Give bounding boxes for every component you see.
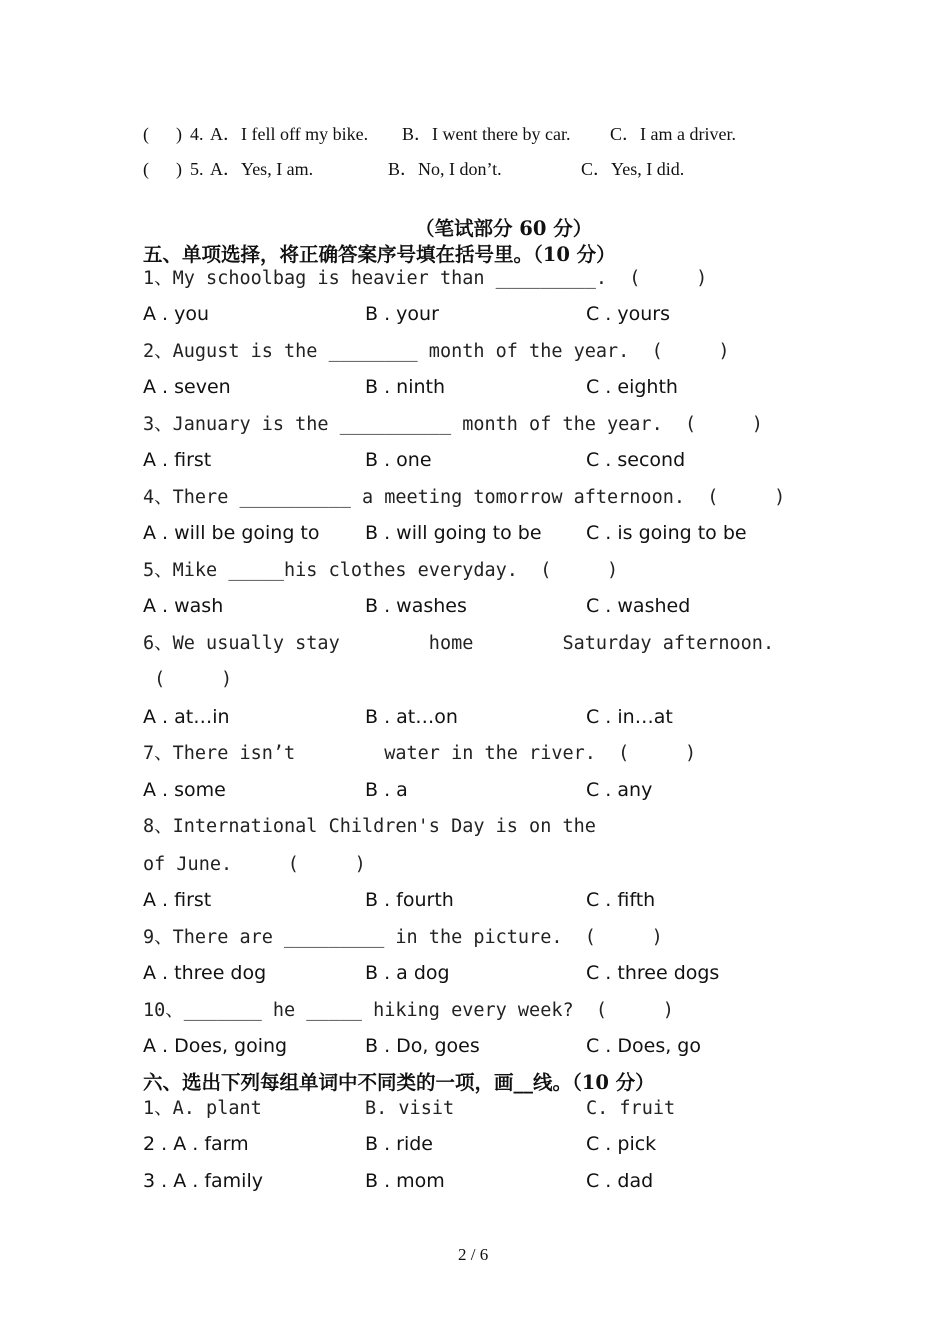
word-option-c: C . pick — [586, 1133, 657, 1155]
option-c: C . second — [586, 449, 686, 471]
option-b: B . at…on — [365, 706, 458, 728]
question-text: 10、_______ he _____ hiking every week? ( ) — [143, 1000, 674, 1021]
option-c: C . any — [586, 779, 653, 801]
option-c: C . washed — [586, 595, 691, 617]
option-b: B . your — [365, 303, 439, 325]
section6-title: 六、选出下列每组单词中不同类的一项，画__线。（10 分） — [143, 1071, 655, 1094]
option-a: A . first — [143, 449, 212, 471]
question-text: 3、January is the __________ month of the year. ( ) — [143, 414, 763, 435]
question-text: 6、We usually stay home Saturday afternoon. — [143, 633, 775, 654]
listening-option-a: A．I fell off my bike. — [210, 124, 369, 144]
option-c: C . eighth — [586, 376, 678, 398]
option-a: A . Does, going — [143, 1035, 288, 1057]
option-b: B . a — [365, 779, 408, 801]
option-b: B . washes — [365, 595, 467, 617]
word-option-b: B . mom — [365, 1170, 445, 1192]
word-option-b: B. visit — [365, 1098, 455, 1119]
word-option-c: C. fruit — [586, 1098, 676, 1119]
listening-paren: ( ) — [143, 159, 182, 179]
option-a: A . first — [143, 889, 212, 911]
word-option-b: B . ride — [365, 1133, 433, 1155]
question-text: 1、My schoolbag is heavier than _________. ( ) — [143, 268, 708, 289]
option-c: C . yours — [586, 303, 671, 325]
option-c: C . three dogs — [586, 962, 720, 984]
option-a: A . you — [143, 303, 210, 325]
option-a: A . three dog — [143, 962, 267, 984]
listening-option-b: B．I went there by car. — [402, 124, 571, 144]
word-option-a: 3 . A . family — [143, 1170, 263, 1192]
question-answer-paren: ( ) — [143, 669, 233, 690]
question-text: 5、Mike _____his clothes everyday. ( ) — [143, 560, 619, 581]
word-option-a: 1、A. plant — [143, 1098, 262, 1119]
option-b: B . a dog — [365, 962, 450, 984]
question-text: 9、There are _________ in the picture. ( ) — [143, 927, 663, 948]
listening-number: 5. — [190, 159, 204, 179]
option-a: A . seven — [143, 376, 231, 398]
question-text: 7、There isn’t water in the river. ( ) — [143, 743, 697, 764]
question-text: 2、August is the ________ month of the year. ( ) — [143, 341, 730, 362]
option-a: A . wash — [143, 595, 224, 617]
option-a: A . some — [143, 779, 226, 801]
option-a: A . will be going to — [143, 522, 320, 544]
option-b: B . ninth — [365, 376, 446, 398]
listening-option-b: B．No, I don’t. — [388, 159, 502, 179]
listening-number: 4. — [190, 124, 204, 144]
listening-option-c: C．Yes, I did. — [581, 159, 685, 179]
option-c: C . is going to be — [586, 522, 747, 544]
question-text-continued: of June. ( ) — [143, 854, 366, 875]
option-b: B . fourth — [365, 889, 454, 911]
option-b: B . will going to be — [365, 522, 542, 544]
option-b: B . one — [365, 449, 432, 471]
listening-paren: ( ) — [143, 124, 182, 144]
option-c: C . in…at — [586, 706, 673, 728]
word-option-a: 2 . A . farm — [143, 1133, 249, 1155]
page-number: 2 / 6 — [458, 1245, 489, 1264]
question-text: 4、There __________ a meeting tomorrow afternoon. ( ) — [143, 487, 786, 508]
option-b: B . Do, goes — [365, 1035, 480, 1057]
written-section-title: （笔试部分 60 分） — [415, 217, 593, 240]
word-option-c: C . dad — [586, 1170, 654, 1192]
listening-option-c: C．I am a driver. — [610, 124, 736, 144]
question-text: 8、International Children's Day is on the — [143, 816, 596, 837]
listening-option-a: A．Yes, I am. — [210, 159, 314, 179]
option-c: C . Does, go — [586, 1035, 701, 1057]
section5-title: 五、单项选择，将正确答案序号填在括号里。（10 分） — [143, 243, 616, 266]
option-a: A . at…in — [143, 706, 230, 728]
option-c: C . fifth — [586, 889, 656, 911]
